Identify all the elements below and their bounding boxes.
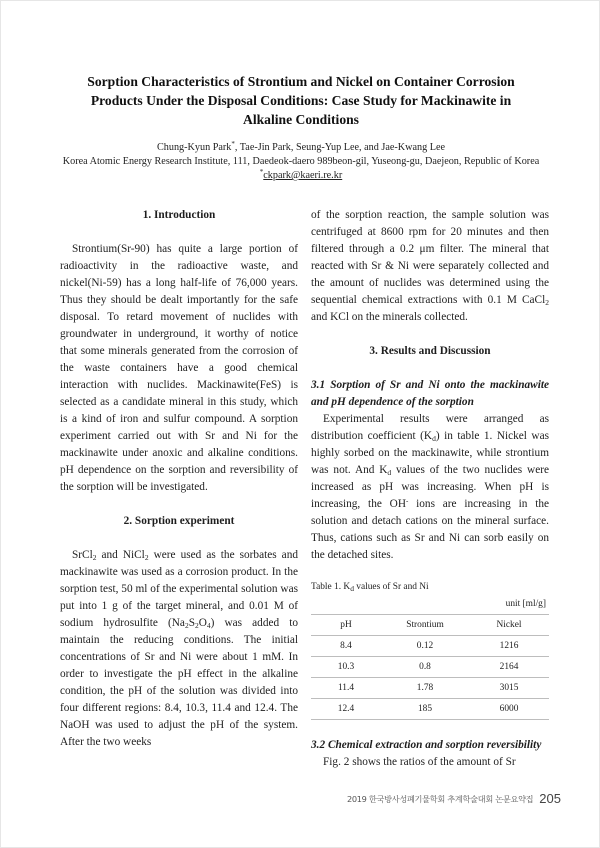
section-heading-introduction: 1. Introduction [142, 209, 216, 221]
cell-ph: 10.3 [311, 657, 381, 678]
subsection-heading-3-2: 3.2 Chemical extraction and sorption reversibility [311, 739, 542, 751]
left-column [60, 207, 298, 751]
cell-strontium: 185 [381, 699, 469, 720]
corresponding-mark: * [231, 140, 235, 148]
affiliation: Korea Atomic Energy Research Institute, 111, Daedeok-daero 989beon-gil, Yuseong-gu, Daejeon, Republic of Korea [62, 156, 540, 167]
text-run: O [198, 617, 207, 629]
cell-strontium: 0.8 [381, 657, 469, 678]
cell-nickel: 1216 [469, 636, 549, 657]
text-run: S [188, 617, 195, 629]
text-run: values of the two nuclides were increased as pH was increasing. When pH is increasing, the OH [311, 464, 549, 510]
page-footer [331, 788, 561, 807]
column-header-strontium: Strontium [381, 615, 469, 636]
subscript: d [387, 468, 392, 477]
cell-strontium: 1.78 [381, 678, 469, 699]
kd-table [311, 614, 549, 720]
subscript: 2 [545, 298, 549, 307]
table-header-row [311, 615, 549, 636]
experiment-paragraph [60, 547, 298, 751]
cell-nickel: 2164 [469, 657, 549, 678]
results-paragraph [311, 411, 549, 564]
column-header-ph: pH [311, 615, 381, 636]
title-line-1: Sorption Characteristics of Strontium and Nickel on Container Corrosion [87, 74, 515, 89]
column-header-nickel: Nickel [469, 615, 549, 636]
section-heading-results: 3. Results and Discussion [369, 345, 491, 357]
text-run: and NiCl [96, 549, 145, 561]
subsection-heading-3-1: 3.1 Sorption of Sr and Ni onto the mackinawite and pH dependence of the sorption [311, 379, 549, 408]
text-run: ) was added to maintain the reducing conditions. The initial concentrations of Sr and Ni were about 1 mM. In order to investigate the pH effect in the alkaline condition, the pH of the solution was divided into four different regions: 8.4, 10.3, 11.4 and 12.4. The NaOH was used to adjust the pH of the system. After the two weeks [60, 617, 298, 748]
email-link[interactable]: ckpark@kaeri.re.kr [263, 170, 343, 181]
table-row [311, 699, 549, 720]
text-run: Table 1. K [311, 582, 351, 592]
cell-nickel: 6000 [469, 699, 549, 720]
subscript: 4 [206, 621, 211, 630]
page-number: 205 [539, 791, 561, 806]
subscript: 2 [92, 553, 97, 562]
title-line-3: Alkaline Conditions [243, 112, 359, 127]
text-run: ions are increasing in the solution and detach cations on the mineral surface. Thus, cations such as Sr and Ni can sorb easily on the detached sites. [311, 498, 549, 561]
superscript: - [405, 497, 409, 505]
right-column [311, 207, 549, 771]
table-unit: unit [ml/g] [505, 599, 546, 609]
cell-nickel: 3015 [469, 678, 549, 699]
paper-title [61, 72, 541, 129]
experiment-paragraph-continued [311, 207, 549, 326]
introduction-paragraph: Strontium(Sr-90) has quite a large portion of radioactivity in the radioactive waste, and nickel(Ni-59) has a long half-life of 76,000 years. Thus they should be dealt importantly for the safe disposal. To retard movement of nuclides with groundwater in underground, it worthy of notice that some minerals generated from the corrosion of the waste containers have a good chemical interaction with nuclides. Mackinawite(FeS) is selected as a candidate mineral in this study, which is a kind of iron and sulfur compound. A sorption experiment carried out with Sr and Ni for the mackinawite under anoxic and alkaline conditions. pH dependence on the sorption and reversibility of the sorption will be investigated. [60, 243, 298, 493]
subscript: 2 [144, 553, 149, 562]
table-row [311, 657, 549, 678]
subscript: d [350, 584, 354, 593]
cell-ph: 11.4 [311, 678, 381, 699]
text-run: SrCl [72, 549, 93, 561]
text-run: ) in table 1. Nickel was highly sorbed on the mackinawite, while strontium was not. And K [311, 430, 549, 476]
text-run: of the sorption reaction, the sample solution was centrifuged at 8600 rpm for 20 minutes and then filtered through a 0.2 μm filter. The mineral that reacted with Sr & Ni were separately collected and the amount of nuclides was determined using the sequential chemical extractions with 0.1 M CaCl [311, 209, 549, 306]
email-mark: * [259, 168, 264, 176]
extraction-paragraph: Fig. 2 shows the ratios of the amount of Sr [323, 756, 516, 768]
cell-strontium: 0.12 [381, 636, 469, 657]
text-run: values of Sr and Ni [353, 582, 429, 592]
section-heading-sorption-experiment: 2. Sorption experiment [123, 515, 235, 527]
subscript: 2 [195, 621, 199, 630]
cell-ph: 8.4 [311, 636, 381, 657]
table-caption [311, 581, 549, 594]
text-run: Experimental results were arranged as distribution coefficient (K [311, 413, 549, 442]
text-run: and KCl on the minerals collected. [311, 311, 468, 323]
cell-ph: 12.4 [311, 699, 381, 720]
title-line-2: Products Under the Disposal Conditions: Case Study for Mackinawite in [90, 93, 512, 108]
co-authors: , Tae-Jin Park, Seung-Yup Lee, and Jae-Kwang Lee [234, 142, 446, 153]
text-run: were used as the sorbates and mackinawite was used as a corrosion product. In the sorption test, 50 ml of the experimental solution was put into 1 g of the target mineral, and 0.01 M of sodium hydrosulfite (Na [60, 549, 298, 629]
author-list [21, 141, 581, 155]
corresponding-author: Chung-Kyun Park [156, 142, 232, 153]
table-row [311, 636, 549, 657]
subscript: d [432, 434, 436, 443]
contact-email-line [21, 169, 581, 183]
subscript: 2 [184, 621, 189, 630]
conference-name: 2019 한국방사성폐기물학회 추계학술대회 논문요약집 [346, 794, 534, 804]
table-row [311, 678, 549, 699]
